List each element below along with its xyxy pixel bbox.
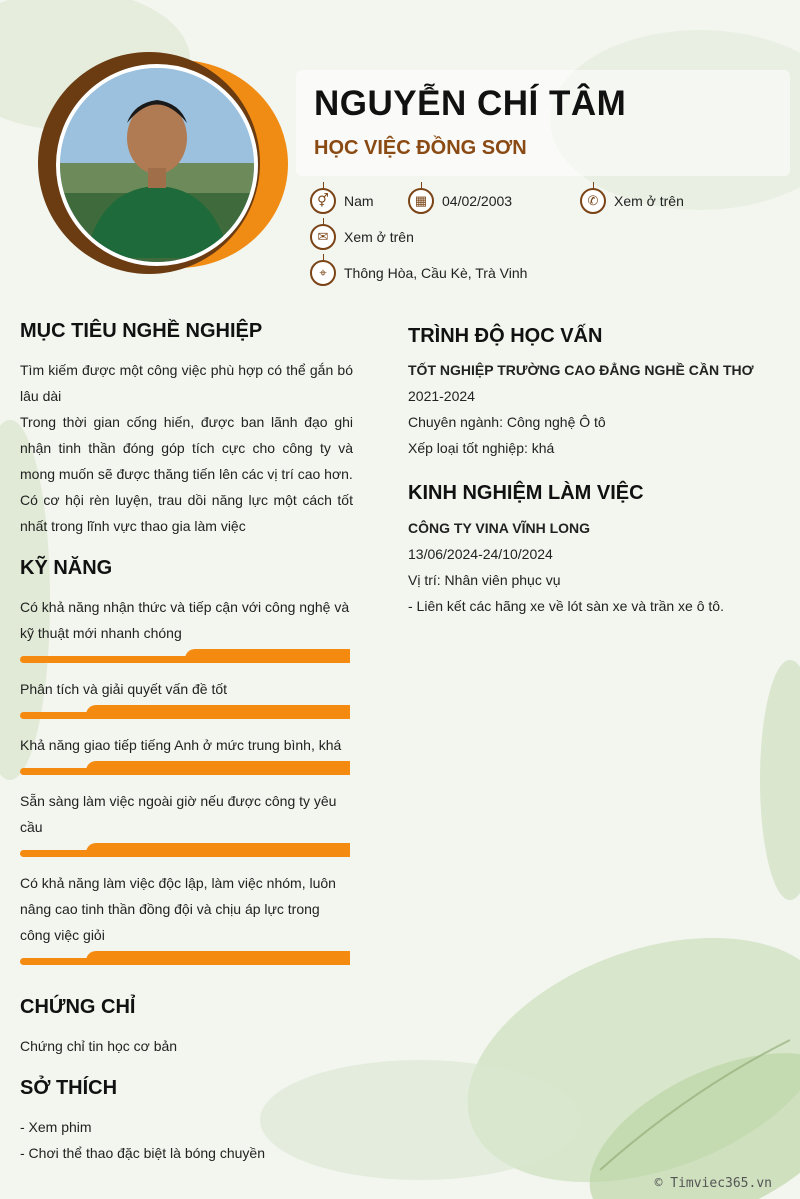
objective-text (20, 357, 353, 539)
gender-value: Nam (344, 193, 374, 209)
skill-bar (20, 951, 350, 965)
skill-item: Có khả năng nhận thức và tiếp cận với công nghệ và kỹ thuật mới nhanh chóng (20, 599, 350, 641)
experience-block (408, 515, 788, 619)
location-icon: ⌖ (310, 260, 336, 286)
skill-item: Có khả năng làm việc độc lập, làm việc nhóm, luôn nâng cao tinh thần đồng đội và chịu áp lực trong công việc giỏi (20, 875, 336, 943)
email-value: Xem ở trên (344, 229, 414, 245)
objective-line: Tìm kiếm được một công việc phù hợp có thể gắn bó lâu dài (20, 362, 353, 404)
objective-title: MỤC TIÊU NGHỀ NGHIỆP (20, 320, 263, 342)
school-name: TỐT NGHIỆP TRƯỜNG CAO ĐẲNG NGHỀ CẦN THƠ (408, 362, 754, 378)
company-name: CÔNG TY VINA VĨNH LONG (408, 520, 591, 536)
education-major: Chuyên ngành: Công nghệ Ô tô (408, 414, 606, 430)
skill-item: Khả năng giao tiếp tiếng Anh ở mức trung bình, khá (20, 737, 342, 753)
certificates-title: CHỨNG CHỈ (20, 996, 136, 1018)
experience-detail: - Liên kết các hãng xe về lót sàn xe và trần xe ô tô. (408, 598, 724, 614)
skill-bar (20, 649, 350, 663)
skill-bar (20, 843, 350, 857)
profile-photo (56, 64, 258, 266)
certificate-item: Chứng chỉ tin học cơ bản (20, 1038, 178, 1054)
education-period: 2021-2024 (408, 388, 475, 404)
phone-row (580, 188, 684, 214)
hobby-item: - Xem phim (20, 1119, 92, 1135)
skill-bar (20, 705, 350, 719)
address-value: Thông Hòa, Cầu Kè, Trà Vinh (344, 265, 528, 281)
experience-period: 13/06/2024-24/10/2024 (408, 546, 553, 562)
candidate-name: NGUYỄN CHÍ TÂM (314, 84, 627, 123)
education-block (408, 357, 788, 461)
footer-watermark: © Timviec365.vn (654, 1176, 772, 1191)
dob-value: 04/02/2003 (442, 193, 513, 209)
avatar (38, 52, 290, 274)
calendar-icon: ▦ (408, 188, 434, 214)
hobby-item: - Chơi thể thao đặc biệt là bóng chuyền (20, 1145, 266, 1161)
education-title: TRÌNH ĐỘ HỌC VẤN (408, 325, 603, 347)
experience-position: Vị trí: Nhân viên phục vụ (408, 572, 561, 588)
skill-bar (20, 761, 350, 775)
skill-item: Sẵn sàng làm việc ngoài giờ nếu được công ty yêu cầu (20, 793, 337, 835)
skills-title: KỸ NĂNG (20, 557, 113, 579)
hobbies-title: SỞ THÍCH (20, 1077, 118, 1099)
job-title: HỌC VIỆC ĐỒNG SƠN (314, 137, 527, 159)
hobby-list (20, 1114, 265, 1166)
objective-line: Trong thời gian cống hiến, được ban lãnh đạo ghi nhận tinh thần đóng góp tích cực cho công ty và mong muốn sẽ được thăng tiến lên các vị trí cao hơn. (20, 414, 353, 482)
gender-row (310, 188, 374, 214)
email-row (310, 224, 414, 250)
email-icon: ✉ (310, 224, 336, 250)
experience-title: KINH NGHIỆM LÀM VIỆC (408, 482, 644, 504)
phone-icon: ✆ (580, 188, 606, 214)
objective-line: Có cơ hội rèn luyện, trau dồi năng lực một cách tốt nhất trong lĩnh vực thao gia làm việc (20, 492, 353, 534)
gender-icon: ⚥ (310, 188, 336, 214)
skill-item: Phân tích và giải quyết vấn đề tốt (20, 681, 228, 697)
education-grade: Xếp loại tốt nghiệp: khá (408, 440, 555, 456)
address-row (310, 260, 527, 286)
phone-value: Xem ở trên (614, 193, 684, 209)
dob-row (408, 188, 512, 214)
